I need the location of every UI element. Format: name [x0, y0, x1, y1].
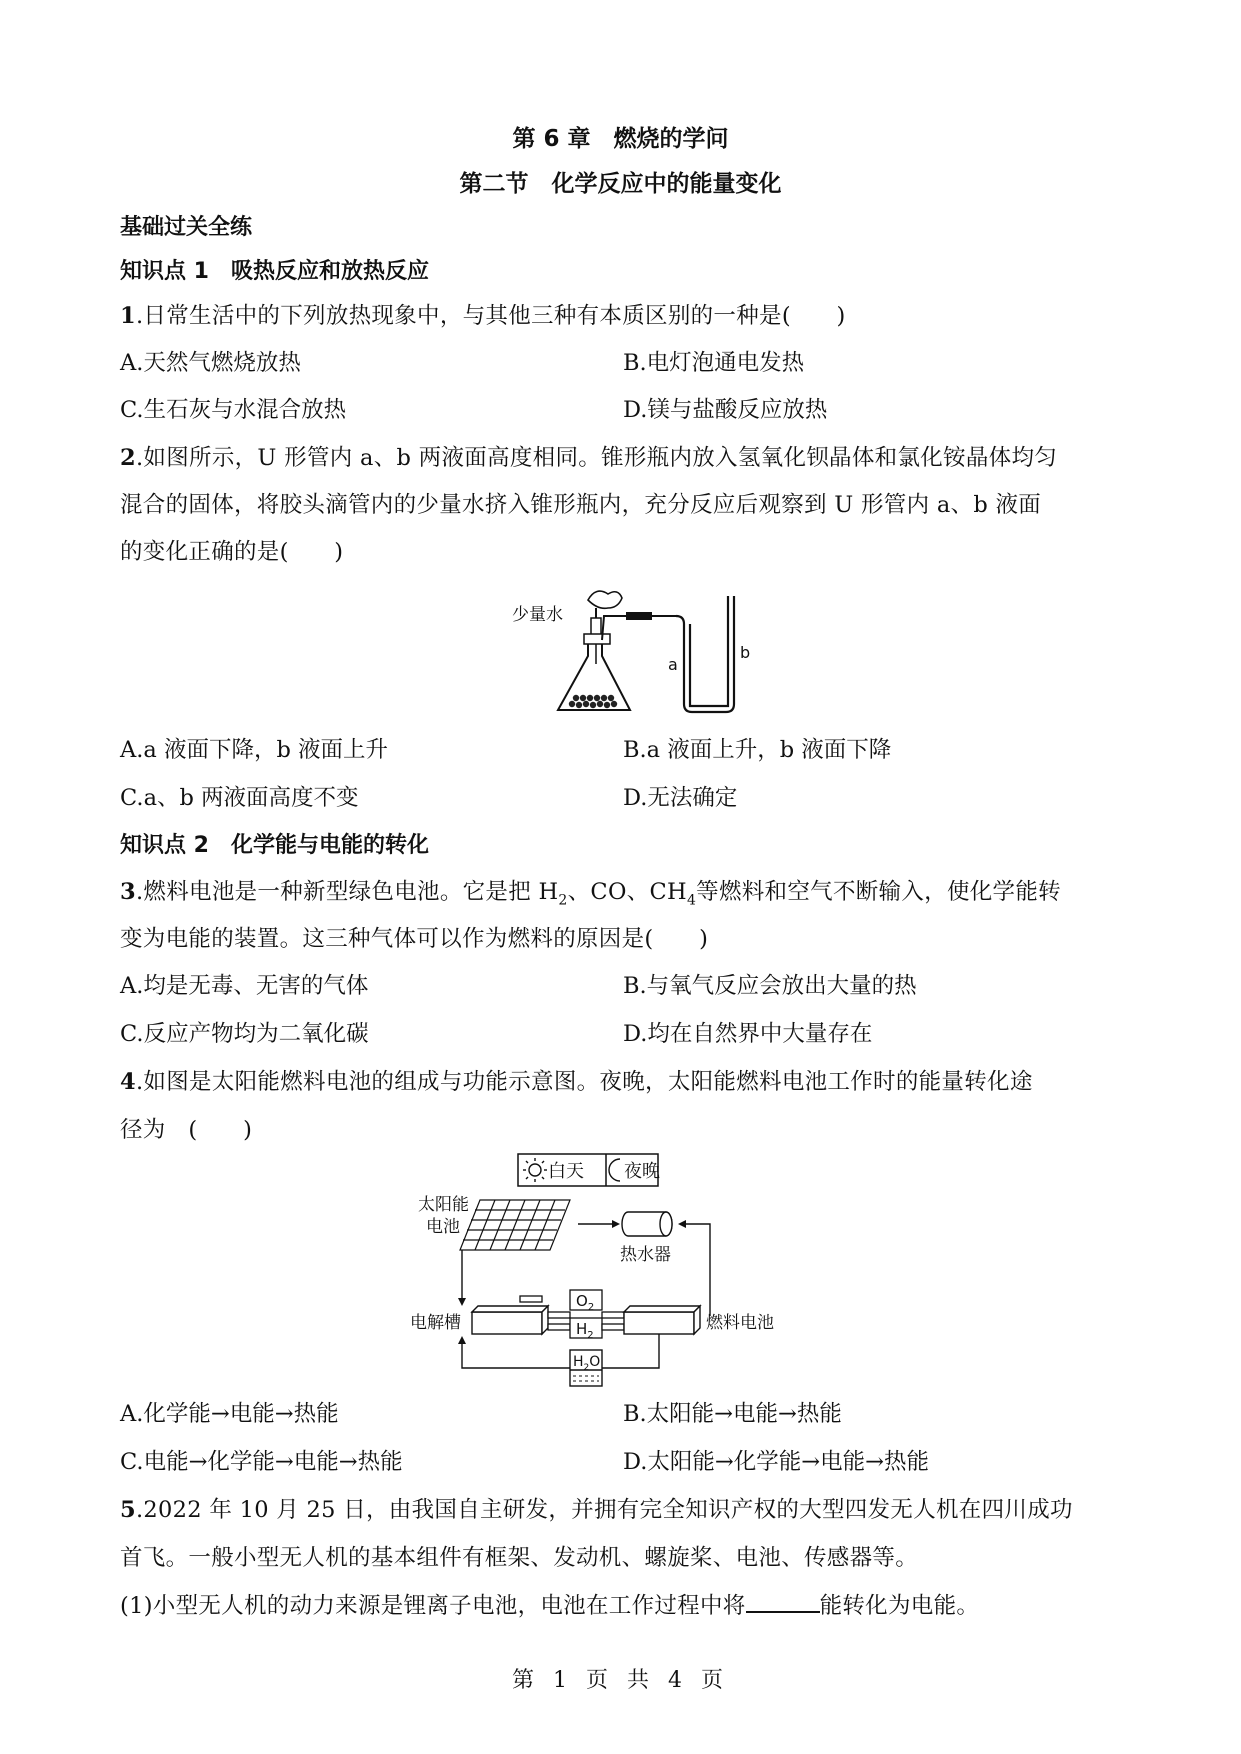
q2-option-a: A.a 液面下降，b 液面上升: [120, 737, 389, 763]
heater-label: 热水器: [620, 1245, 671, 1265]
question-number: 1: [120, 303, 136, 329]
u-tube-flask-figure: [500, 578, 760, 718]
question-text: .日常生活中的下列放热现象中，与其他三种有本质区别的一种是( ): [135, 303, 846, 329]
q3-option-a: A.均是无毒、无害的气体: [120, 973, 369, 999]
question-number: 3: [120, 879, 136, 905]
question-5-sub-1: [120, 1588, 979, 1620]
question-text: 能转化为电能。: [819, 1593, 980, 1619]
fuel-cell-label: 燃料电池: [706, 1313, 774, 1333]
solar-panel: [460, 1200, 570, 1250]
question-text: 、CO、CH: [567, 879, 687, 905]
hand-icon: [588, 591, 622, 608]
q2-option-c: C.a、b 两液面高度不变: [120, 785, 359, 811]
knowledge-point-1: 知识点 1 吸热反应和放热反应: [120, 259, 429, 284]
question-text: (1)小型无人机的动力来源是锂离子电池，电池在工作过程中将: [120, 1593, 746, 1619]
subscript: 2: [558, 892, 568, 909]
solar-cell-label-2: 电池: [426, 1217, 460, 1237]
question-number: 5: [120, 1497, 136, 1523]
svg-text:O2: $O_2$: [576, 1292, 595, 1313]
question-3-line-2: 变为电能的装置。这三种气体可以作为燃料的原因是( ): [120, 926, 709, 952]
question-5-line-2: 首飞。一般小型无人机的基本组件有框架、发动机、螺旋桨、电池、传感器等。: [120, 1545, 919, 1571]
chapter-title: 第 6 章 燃烧的学问: [512, 126, 729, 152]
page-footer: 第 1 页 共 4 页: [512, 1668, 729, 1693]
question-2-line-3: 的变化正确的是( ): [120, 539, 344, 565]
q1-option-b: B.电灯泡通电发热: [623, 350, 805, 376]
q4-option-b: B.太阳能→电能→热能: [623, 1401, 842, 1427]
question-4-line-1: [120, 1064, 1033, 1096]
q4-option-a: A.化学能→电能→热能: [120, 1401, 339, 1427]
q3-option-c: C.反应产物均为二氧化碳: [120, 1021, 369, 1047]
svg-text:H2: $H_2$: [576, 1320, 594, 1341]
svg-text:H2O: $H_2O$: [573, 1354, 601, 1373]
question-4-line-2: 径为 ( ): [120, 1117, 253, 1143]
q2-option-d: D.无法确定: [623, 785, 738, 811]
question-3-line-1: [120, 874, 1061, 909]
question-number: 4: [120, 1069, 136, 1095]
day-label: 白天: [548, 1161, 584, 1182]
answer-blank[interactable]: [746, 1591, 820, 1613]
solar-fuel-cell-figure: [410, 1150, 830, 1390]
electrolyzer-label: 电解槽: [410, 1313, 461, 1333]
section-title: 第二节 化学反应中的能量变化: [459, 171, 782, 197]
q1-option-d: D.镁与盐酸反应放热: [623, 397, 828, 423]
knowledge-point-2: 知识点 2 化学能与电能的转化: [120, 833, 429, 858]
night-label: 夜晚: [624, 1161, 660, 1182]
q2-option-b: B.a 液面上升，b 液面下降: [623, 737, 892, 763]
q3-option-d: D.均在自然界中大量存在: [623, 1021, 873, 1047]
question-5-line-1: [120, 1492, 1073, 1524]
question-number: 2: [120, 445, 136, 471]
subscript: 4: [686, 892, 697, 909]
practice-heading: 基础过关全练: [120, 215, 253, 240]
question-text: .2022 年 10 月 25 日，由我国自主研发，并拥有完全知识产权的大型四发无人机在四川成功: [135, 1497, 1073, 1523]
q1-option-a: A.天然气燃烧放热: [120, 350, 301, 376]
electrolyzer: [472, 1306, 548, 1334]
question-text: .如图是太阳能燃料电池的组成与功能示意图。夜晚，太阳能燃料电池工作时的能量转化途: [135, 1069, 1033, 1095]
question-1: [120, 298, 846, 330]
water-heater: [622, 1212, 672, 1236]
water-label: 少量水: [512, 605, 563, 625]
question-2-line-2: 混合的固体，将胶头滴管内的少量水挤入锥形瓶内，充分反应后观察到 U 形管内 a、b 液面: [120, 492, 1042, 518]
question-text: .如图所示，U 形管内 a、b 两液面高度相同。锥形瓶内放入氢氧化钡晶体和氯化铵晶体均匀: [135, 445, 1058, 471]
q3-option-b: B.与氧气反应会放出大量的热: [623, 973, 917, 999]
q1-option-c: C.生石灰与水混合放热: [120, 397, 347, 423]
q4-option-d: D.太阳能→化学能→电能→热能: [623, 1449, 929, 1475]
q4-option-c: C.电能→化学能→电能→热能: [120, 1449, 403, 1475]
question-2-line-1: [120, 440, 1057, 472]
label-b: b: [740, 643, 751, 662]
label-a: a: [668, 655, 678, 674]
question-text: .燃料电池是一种新型绿色电池。它是把 H: [135, 879, 559, 905]
solar-cell-label-1: 太阳能: [418, 1195, 469, 1215]
fuel-cell: [624, 1306, 700, 1334]
question-text: 等燃料和空气不断输入，使化学能转: [696, 879, 1061, 905]
solid-mixture: [569, 695, 617, 708]
